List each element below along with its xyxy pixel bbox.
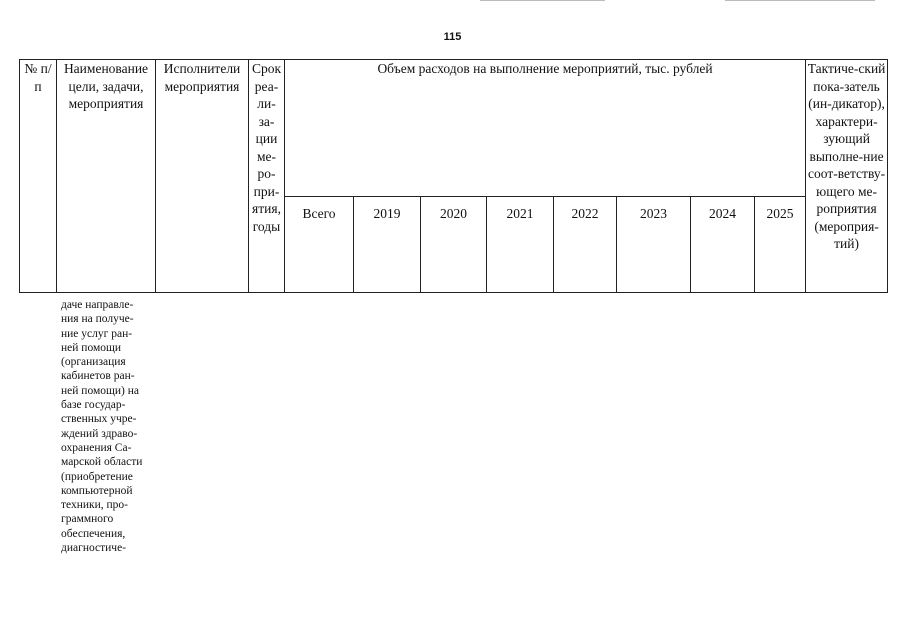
continuation-line: охранения Са- [61, 441, 132, 454]
continuation-line: даче направле- [61, 299, 134, 311]
continuation-line: ния на получе- [61, 313, 134, 326]
header-number: № п/п [20, 60, 57, 293]
continuation-line: техники, про- [61, 499, 129, 512]
continuation-line: обеспечения, [61, 527, 126, 540]
col-year-2020: 2020 [421, 197, 487, 293]
col-year-2021: 2021 [487, 197, 554, 293]
continuation-line: ждений здраво- [61, 427, 138, 440]
continuation-line: ней помощи [61, 341, 122, 354]
continuation-line: ственных учре- [61, 413, 137, 426]
continuation-line: диагностиче- [61, 542, 127, 555]
header-expenses: Объем расходов на выполнение мероприятий, тыс. рублей [285, 60, 806, 197]
col-year-2022: 2022 [554, 197, 617, 293]
continuation-text [61, 298, 157, 555]
scan-top-rule-right [725, 0, 875, 1]
continuation-line: кабинетов ран- [61, 370, 135, 383]
col-year-2023: 2023 [617, 197, 691, 293]
col-year-2024: 2024 [691, 197, 755, 293]
continuation-line: базе государ- [61, 399, 126, 412]
header-term: Срок реа-ли-за-ции ме-ро-при-ятия, годы [249, 60, 285, 293]
scan-top-rule-left [480, 0, 605, 1]
header-name: Наименование цели, задачи, мероприятия [57, 60, 156, 293]
continuation-line: (приобретение [61, 470, 133, 483]
continuation-line: граммного [61, 513, 114, 526]
col-year-2025: 2025 [755, 197, 806, 293]
continuation-line: ней помощи) на [61, 384, 139, 397]
col-year-2019: 2019 [354, 197, 421, 293]
col-total: Всего [285, 197, 354, 293]
budget-table [19, 59, 888, 293]
header-executors: Исполнители мероприятия [156, 60, 249, 293]
continuation-line: (организация [61, 356, 126, 369]
continuation-line: марской области [61, 456, 143, 469]
continuation-line: компьютерной [61, 484, 133, 497]
continuation-line: ние услуг ран- [61, 327, 133, 340]
page-number: 115 [443, 31, 462, 43]
header-indicator: Тактиче-ский пока-затель (ин-дикатор), характери-зующий выполне-ние соот-ветству-ющего ме-роприятия (мероприя-тий) [806, 60, 888, 293]
